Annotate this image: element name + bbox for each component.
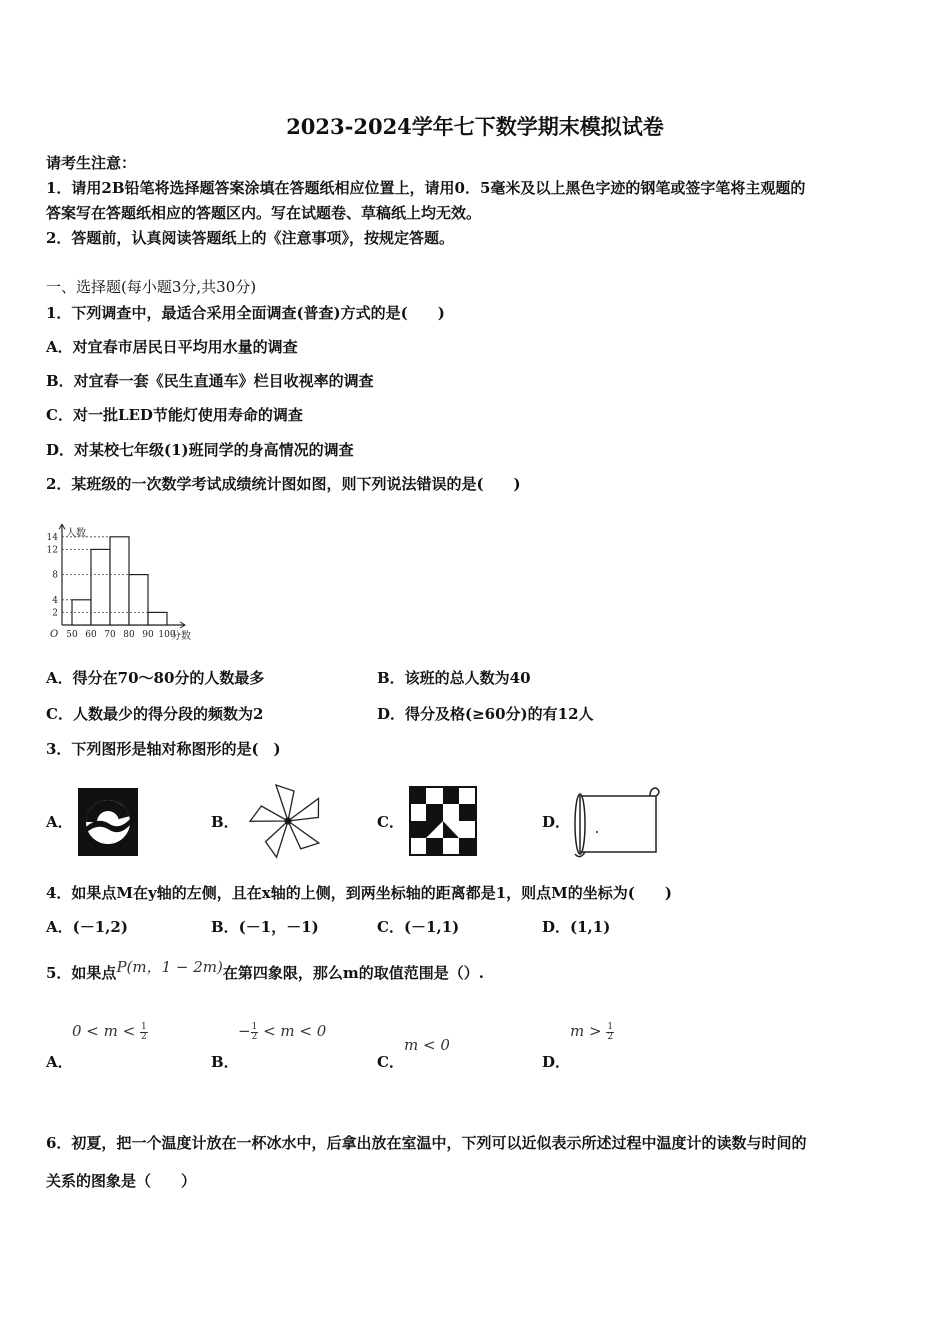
x-tick-label: 80 bbox=[123, 630, 135, 640]
q2-option-d: D．得分及格(≥60分)的有12人 bbox=[377, 705, 594, 723]
q3-option-b: B． bbox=[211, 813, 239, 831]
x-axis-label: 分数 bbox=[171, 631, 191, 642]
q5-option-b: B． bbox=[211, 1053, 239, 1071]
x-tick-label: 90 bbox=[142, 630, 154, 640]
q5-stem-pre: 5．如果点 bbox=[46, 964, 117, 982]
q5-option-a: A． bbox=[46, 1053, 73, 1071]
q3-option-d: D． bbox=[542, 813, 571, 831]
q3-figure-c bbox=[409, 786, 477, 860]
q3-figure-b bbox=[248, 781, 328, 865]
q5-stem-post: 在第四象限，那么m的取值范围是（）. bbox=[222, 964, 484, 982]
q1-option-b: B．对宜春一套《民生直通车》栏目收视率的调查 bbox=[46, 372, 374, 390]
x-tick-label: 70 bbox=[104, 630, 116, 640]
section-heading: 一、选择题(每小题3分,共30分) bbox=[46, 278, 257, 296]
fraction-half: $\frac{1}{2}$ bbox=[141, 1021, 147, 1042]
q4-option-a: A．(－1,2) bbox=[46, 918, 128, 936]
page-title: 2023-2024学年七下数学期末模拟试卷 bbox=[286, 114, 664, 139]
x-tick-label: 60 bbox=[85, 630, 97, 640]
q3-option-c: C． bbox=[377, 813, 404, 831]
notice-heading: 请考生注意： bbox=[46, 154, 137, 172]
q5-point-expression: P(m，1 − 2m) bbox=[116, 958, 223, 976]
notice-1-line-1: 1．请用2B铅笔将选择题答案涂填在答题纸相应位置上，请用0．5毫米及以上黑色字迹的钢笔或签字笔将主观题的 bbox=[46, 179, 806, 197]
notice-1-line-2: 答案写在答题纸相应的答题区内。写在试题卷、草稿纸上均无效。 bbox=[46, 204, 482, 222]
histogram-svg bbox=[44, 510, 214, 645]
q5-expr-d: m > $\frac{1}{2}$ bbox=[570, 1021, 614, 1042]
y-tick-label: 2 bbox=[52, 608, 58, 619]
q4-option-c: C．(－1,1) bbox=[377, 918, 460, 936]
q5-stem bbox=[46, 958, 484, 983]
y-tick-label: 8 bbox=[52, 570, 58, 581]
q2-option-a: A．得分在70～80分的人数最多 bbox=[46, 669, 265, 687]
y-tick-label: 14 bbox=[46, 532, 58, 543]
q5-option-d: D． bbox=[542, 1053, 571, 1071]
q3-figure-a bbox=[77, 787, 139, 861]
y-tick-label: 4 bbox=[52, 595, 58, 606]
histogram-bar bbox=[148, 612, 167, 625]
q6-stem-line-2: 关系的图象是（ ） bbox=[46, 1172, 197, 1190]
q3-option-a: A． bbox=[46, 813, 73, 831]
q5-option-c: C． bbox=[377, 1053, 404, 1071]
x-tick-label: 50 bbox=[66, 630, 78, 640]
q1-option-c: C．对一批LED节能灯使用寿命的调查 bbox=[46, 406, 303, 424]
q4-option-d: D．(1,1) bbox=[542, 918, 611, 936]
notice-2: 2．答题前，认真阅读答题纸上的《注意事项》，按规定答题。 bbox=[46, 229, 454, 247]
origin-label: O bbox=[50, 629, 59, 640]
q5-expr-a: 0 < m < $\frac{1}{2}$ bbox=[72, 1021, 147, 1042]
q1-option-d: D．对某校七年级(1)班同学的身高情况的调查 bbox=[46, 441, 354, 459]
q2-stem: 2．某班级的一次数学考试成绩统计图如图，则下列说法错误的是( ) bbox=[46, 475, 521, 493]
q3-figure-d bbox=[570, 786, 662, 866]
x-tick-label: 100 bbox=[158, 630, 176, 640]
fraction-half: $\frac{1}{2}$ bbox=[607, 1021, 614, 1042]
q2-option-b: B．该班的总人数为40 bbox=[377, 669, 531, 687]
histogram-bar bbox=[91, 549, 110, 625]
q5-expr-b: − $\frac{1}{2}$ < m < 0 bbox=[238, 1021, 327, 1042]
histogram-bar bbox=[129, 575, 148, 625]
q1-stem: 1．下列调查中，最适合采用全面调查(普查)方式的是( ) bbox=[46, 304, 445, 322]
histogram-bar bbox=[110, 537, 129, 625]
q4-stem: 4．如果点M在y轴的左侧，且在x轴的上侧，到两坐标轴的距离都是1，则点M的坐标为( ) bbox=[46, 884, 672, 902]
q3-stem: 3．下列图形是轴对称图形的是( ) bbox=[46, 740, 281, 758]
q4-option-b: B．(－1，－1) bbox=[211, 918, 319, 936]
y-axis-label: 人数 bbox=[66, 528, 86, 540]
fraction-half: $\frac{1}{2}$ bbox=[251, 1021, 258, 1042]
y-tick-label: 12 bbox=[46, 545, 58, 556]
q6-stem-line-1: 6．初夏，把一个温度计放在一杯冰水中，后拿出放在室温中，下列可以近似表示所述过程中温度计的读数与时间的 bbox=[46, 1134, 807, 1152]
q2-option-c: C．人数最少的得分段的频数为2 bbox=[46, 705, 264, 723]
q1-option-a: A．对宜春市居民日平均用水量的调查 bbox=[46, 338, 298, 356]
q5-expr-c: m < 0 bbox=[404, 1036, 450, 1054]
score-histogram bbox=[44, 510, 214, 645]
